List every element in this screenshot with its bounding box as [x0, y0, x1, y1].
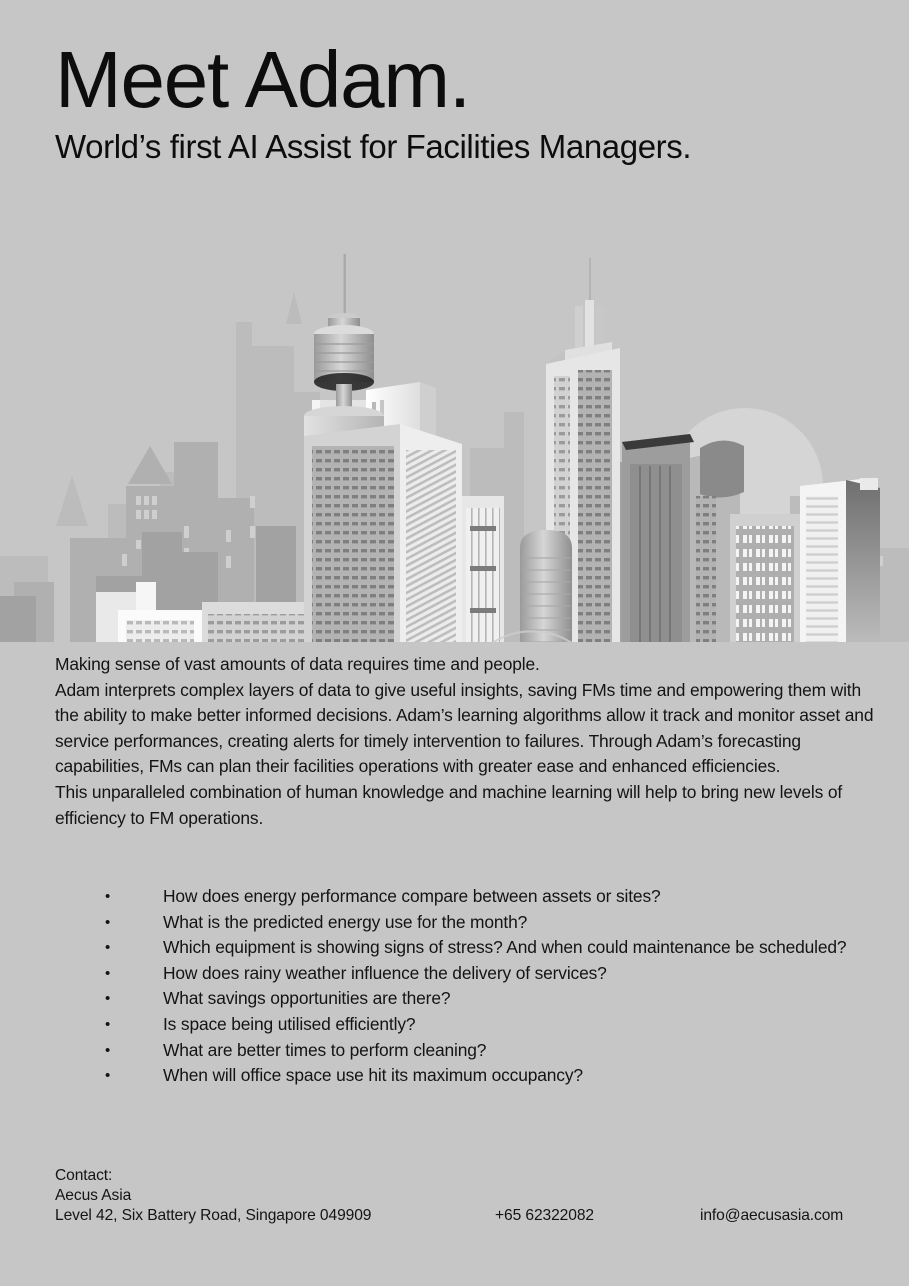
list-item	[105, 1038, 885, 1064]
contact-footer	[55, 1166, 880, 1228]
bullet-icon: •	[105, 913, 111, 931]
body-paragraph-2: Adam interprets complex layers of data to give useful insights, saving FMs time and empowering them with the ability to make better informed decisions. Adam’s learning algorithms allow it track and monitor asset and service performances, creating alerts for timely intervention to failures. Through Adam’s forecasting capabilities, FMs can plan their facilities operations with greater ease and enhanced efficiencies.	[55, 679, 874, 777]
list-item-label: When will office space use hit its maximum occupancy?	[163, 1065, 583, 1086]
list-item	[105, 884, 885, 910]
body-paragraph-1: Making sense of vast amounts of data requires time and people.	[55, 654, 540, 674]
window-grid-dark	[312, 446, 394, 642]
building-white-banded-right	[800, 478, 880, 642]
page-title: Meet Adam.	[55, 35, 470, 124]
building-dark-slab	[622, 434, 694, 642]
city-skyline-illustration	[0, 196, 909, 642]
bullet-icon: •	[105, 1015, 111, 1033]
bullet-icon: •	[105, 939, 111, 957]
list-item	[105, 1063, 885, 1089]
bullet-icon: •	[105, 1041, 111, 1059]
contact-email[interactable]: info@aecusasia.com	[700, 1207, 844, 1224]
list-item	[105, 935, 885, 961]
body-copy	[55, 652, 880, 831]
page-subtitle: World’s first AI Assist for Facilities Managers.	[55, 128, 692, 165]
list-item	[105, 986, 885, 1012]
list-item	[105, 961, 885, 987]
bullet-icon: •	[105, 964, 111, 982]
list-item-label: What savings opportunities are there?	[163, 988, 451, 1009]
question-list	[105, 884, 885, 1089]
list-item-label: How does energy performance compare between assets or sites?	[163, 886, 661, 906]
contact-label: Contact:	[55, 1167, 113, 1184]
list-item	[105, 1012, 885, 1038]
building-dark-face	[846, 480, 880, 642]
bullet-icon: •	[105, 888, 111, 905]
city-skyline-svg	[0, 196, 909, 642]
list-item-label: What are better times to perform cleaning?	[163, 1039, 487, 1060]
list-item-label: Which equipment is showing signs of stress? And when could maintenance be scheduled?	[163, 937, 847, 958]
list-item-label: Is space being utilised efficiently?	[163, 1013, 416, 1034]
header	[55, 35, 875, 166]
building-cylinder	[520, 530, 572, 642]
contact-phone[interactable]: +65 62322082	[495, 1207, 594, 1224]
window-hatch	[406, 450, 456, 642]
window-grid-dark	[578, 370, 612, 642]
building-bright-windows	[730, 514, 800, 642]
contact-address: Level 42, Six Battery Road, Singapore 049909	[55, 1207, 372, 1224]
contact-company: Aecus Asia	[55, 1187, 132, 1204]
list-item-label: What is the predicted energy use for the month?	[163, 911, 528, 932]
bullet-icon: •	[105, 990, 111, 1008]
list-item-label: How does rainy weather influence the delivery of services?	[163, 962, 607, 983]
list-item	[105, 910, 885, 936]
contact-details-row	[55, 1206, 880, 1228]
window-grid	[208, 614, 305, 642]
bullet-icon: •	[105, 1067, 111, 1085]
window-grid	[126, 620, 194, 642]
tower-spire	[344, 254, 346, 316]
body-paragraph-3: This unparalleled combination of human knowledge and machine learning will help to bring new levels of efficiency to FM operations.	[55, 781, 843, 828]
